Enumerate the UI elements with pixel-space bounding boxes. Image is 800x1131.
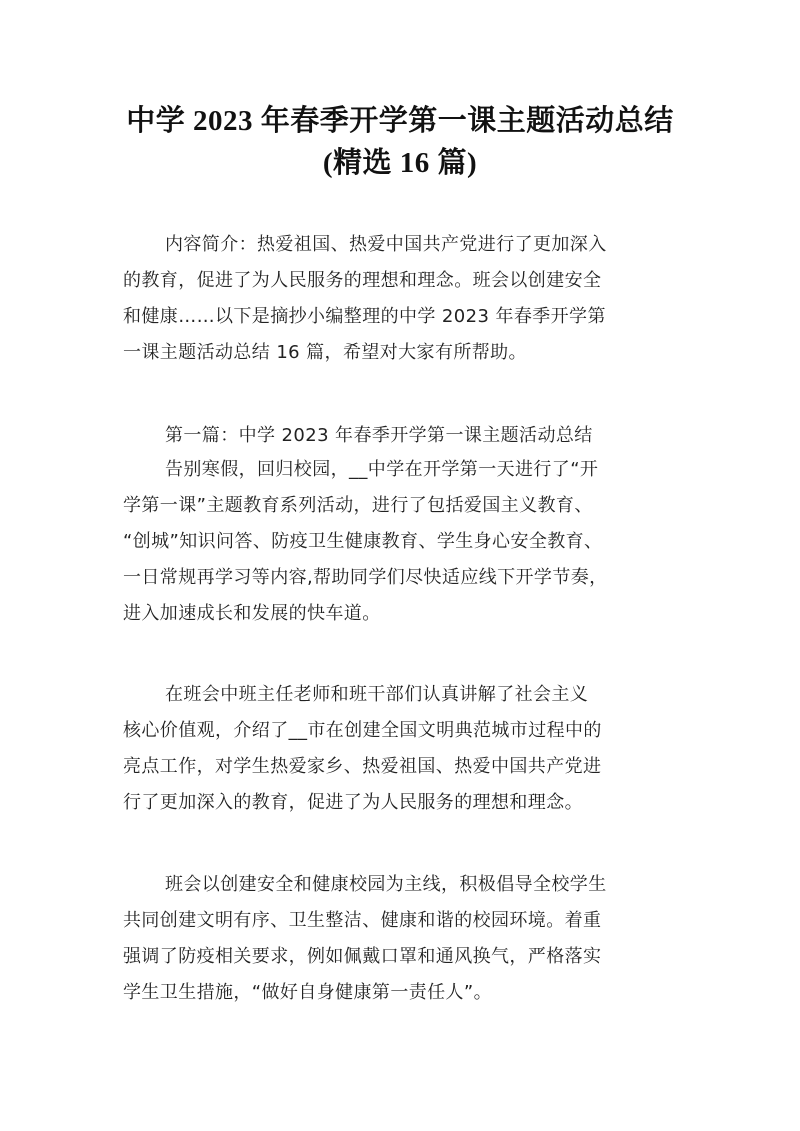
body-paragraph-3 xyxy=(123,867,683,1011)
intro-line: 和健康……以下是摘抄小编整理的中学 2023 年春季开学第 xyxy=(123,306,606,327)
body-paragraph-1 xyxy=(123,452,683,632)
document-subtitle: (精选 16 篇) xyxy=(322,147,478,179)
paragraph-line: 进入加速成长和发展的快车道。 xyxy=(123,603,381,624)
paragraph-line: 学第一课”主题教育系列活动，进行了包括爱国主义教育、 xyxy=(123,495,593,516)
paragraph-line: 一日常规再学习等内容,帮助同学们尽快适应线下开学节奏， xyxy=(123,567,608,588)
paragraph-line: 行了更加深入的教育，促进了为人民服务的理想和理念。 xyxy=(123,792,583,813)
paragraph-line: 亮点工作，对学生热爱家乡、热爱祖国、热爱中国共产党进 xyxy=(123,756,602,777)
section-heading: 第一篇：中学 2023 年春季开学第一课主题活动总结 xyxy=(165,425,593,446)
intro-line: 的教育，促进了为人民服务的理想和理念。班会以创建安全 xyxy=(123,270,602,291)
document-title: 中学 2023 年春季开学第一课主题活动总结 xyxy=(126,105,674,137)
paragraph-line: 共同创建文明有序、卫生整洁、健康和谐的校园环境。着重 xyxy=(123,910,602,931)
paragraph-line: 在班会中班主任老师和班干部们认真讲解了社会主义 xyxy=(165,684,589,705)
paragraph-line: 班会以创建安全和健康校园为主线，积极倡导全校学生 xyxy=(165,874,607,895)
intro-line: 内容简介：热爱祖国、热爱中国共产党进行了更加深入 xyxy=(165,234,607,255)
intro-line: 一课主题活动总结 16 篇，希望对大家有所帮助。 xyxy=(123,342,527,363)
paragraph-line: 告别寒假，回归校园，__中学在开学第一天进行了“开 xyxy=(165,459,599,480)
paragraph-line: “创城”知识问答、防疫卫生健康教育、学生身心安全教育、 xyxy=(123,531,603,552)
paragraph-line: 学生卫生措施，“做好自身健康第一责任人”。 xyxy=(123,982,493,1003)
body-paragraph-2 xyxy=(123,677,683,821)
paragraph-line: 核心价值观，介绍了__市在创建全国文明典范城市过程中的 xyxy=(123,720,602,741)
section-heading-block xyxy=(123,418,683,454)
paragraph-line: 强调了防疫相关要求，例如佩戴口罩和通风换气，严格落实 xyxy=(123,946,602,967)
intro-paragraph xyxy=(123,227,683,371)
